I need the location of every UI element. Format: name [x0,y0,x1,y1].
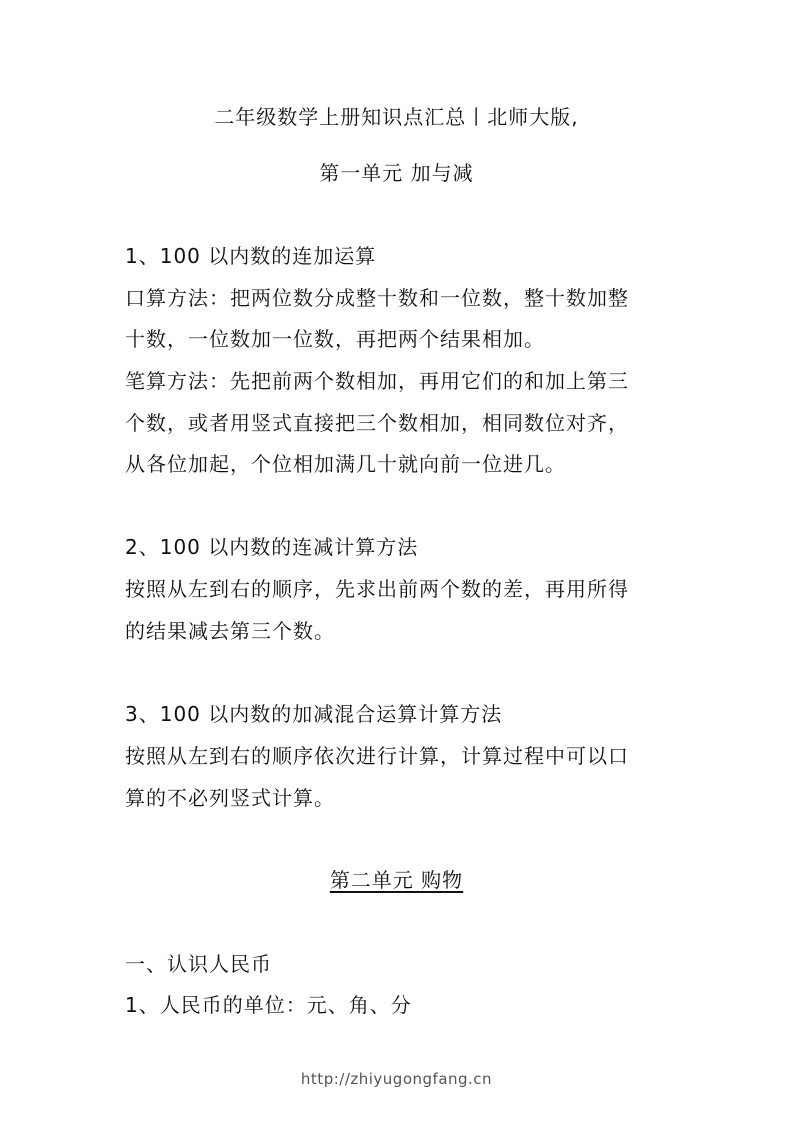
section2-title: 2、100 以内数的连减计算方法 [125,535,419,559]
section1-line-4: 个数，或者用竖式直接把三个数相加，相同数位对齐， [125,411,629,435]
document-title: 二年级数学上册知识点汇总丨北师大版, [214,105,579,129]
section1-title: 1、100 以内数的连加运算 [125,244,377,268]
section2-line-2: 的结果减去第三个数。 [125,619,335,643]
section1-line-3: 笔算方法：先把前两个数相加，再用它们的和加上第三 [125,369,629,393]
footer-url: http://zhiyugongfang.cn [300,1070,493,1088]
section3-title: 3、100 以内数的加减混合运算计算方法 [125,702,503,726]
unit2-heading: 第二单元 购物 [329,868,464,892]
section1-line-2: 十数，一位数加一位数，再把两个结果相加。 [125,327,545,351]
unit2-subheading: 一、认识人民币 [125,952,272,976]
section2-line-1: 按照从左到右的顺序，先求出前两个数的差，再用所得 [125,577,629,601]
unit2-item-1: 1、人民币的单位：元、角、分 [125,993,412,1017]
section1-line-5: 从各位加起，个位相加满几十就向前一位进几。 [125,452,566,476]
section1-line-1: 口算方法：把两位数分成整十数和一位数，整十数加整 [125,286,629,310]
section3-line-1: 按照从左到右的顺序依次进行计算，计算过程中可以口 [125,744,629,768]
section3-line-2: 算的不必列竖式计算。 [125,786,335,810]
unit1-heading: 第一单元 加与减 [319,161,474,185]
